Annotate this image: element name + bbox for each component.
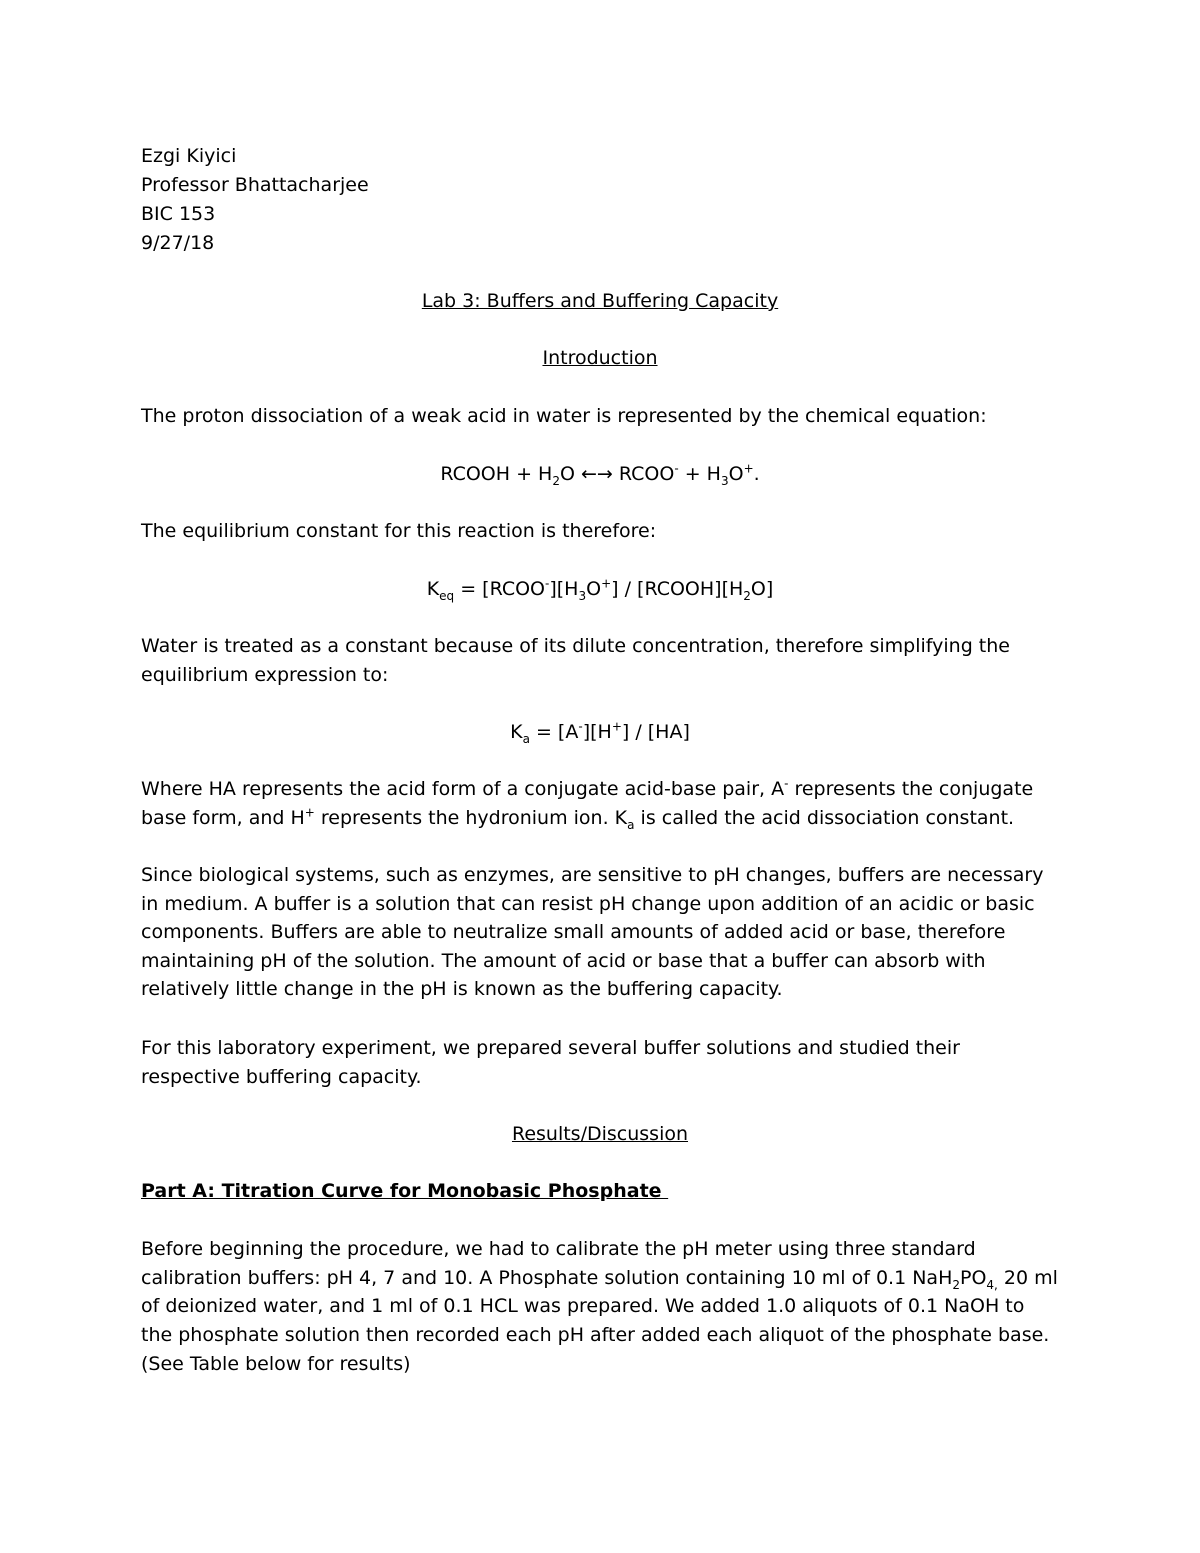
intro-paragraph-5: Since biological systems, such as enzymes, are sensitive to pH changes, buffers are necessary in medium. A buffer is a solution that can resist pH change upon addition of an acidic or basic components. Buffers are able to neutralize small amounts of added acid or base, therefore maintaining pH of the solution. The amount of acid or base that a buffer can absorb with relatively little change in the pH is known as the buffering capacity. xyxy=(141,864,1044,1000)
report-title: Lab 3: Buffers and Buffering Capacity xyxy=(421,290,779,312)
dissociation-equation: RCOOH + $H_2O$ ←→ RCOO- + $H_3O^+$. xyxy=(440,461,760,488)
course-code: BIC 153 xyxy=(141,203,216,225)
double-arrow-icon: ←→ xyxy=(580,463,613,485)
equilibrium-equation: $K_{eq}$ = $[RCOO^-][H_3O^+]$ / $[RCOOH][H_2O]$ xyxy=(426,576,774,603)
results-heading: Results/Discussion xyxy=(511,1123,689,1145)
introduction-heading: Introduction xyxy=(542,347,658,369)
intro-paragraph-6: For this laboratory experiment, we prepared several buffer solutions and studied their respective buffering capacity. xyxy=(141,1037,960,1088)
intro-paragraph-3: Water is treated as a constant because of its dilute concentration, therefore simplifying the equilibrium expression to: xyxy=(141,635,1010,686)
part-a-note: (See Table below for results) xyxy=(141,1353,411,1375)
student-name: Ezgi Kiyici xyxy=(141,145,237,167)
professor-name: Professor Bhattacharjee xyxy=(141,174,369,196)
report-date: 9/27/18 xyxy=(141,232,215,254)
intro-paragraph-1: The proton dissociation of a weak acid in water is represented by the chemical equation: xyxy=(141,405,987,427)
ka-equation: $K_a = [A^-][H^+] / [HA]$ xyxy=(510,719,690,746)
part-a-heading: Part A: Titration Curve for Monobasic Phosphate xyxy=(141,1180,669,1202)
intro-paragraph-4: Where HA represents the acid form of a conjugate acid-base pair, A- represents the conjugate base form, and H+ represents the hydronium ion. $K_a$ is called the acid dissociation constant. xyxy=(141,776,1034,832)
part-a-paragraph: Before beginning the procedure, we had to calibrate the pH meter using three standard calibration buffers: pH 4, 7 and 10. A Phosphate solution containing 10 ml of 0.1 $NaH_2PO_{4,}$ 20 ml of deionized water, and 1 ml of 0.1 HCL was prepared. We added 1.0 aliquots of 0.1 NaOH to the phosphate solution then recorded each pH after added each aliquot of the phosphate base. xyxy=(141,1238,1058,1346)
intro-paragraph-2: The equilibrium constant for this reaction is therefore: xyxy=(141,520,657,542)
